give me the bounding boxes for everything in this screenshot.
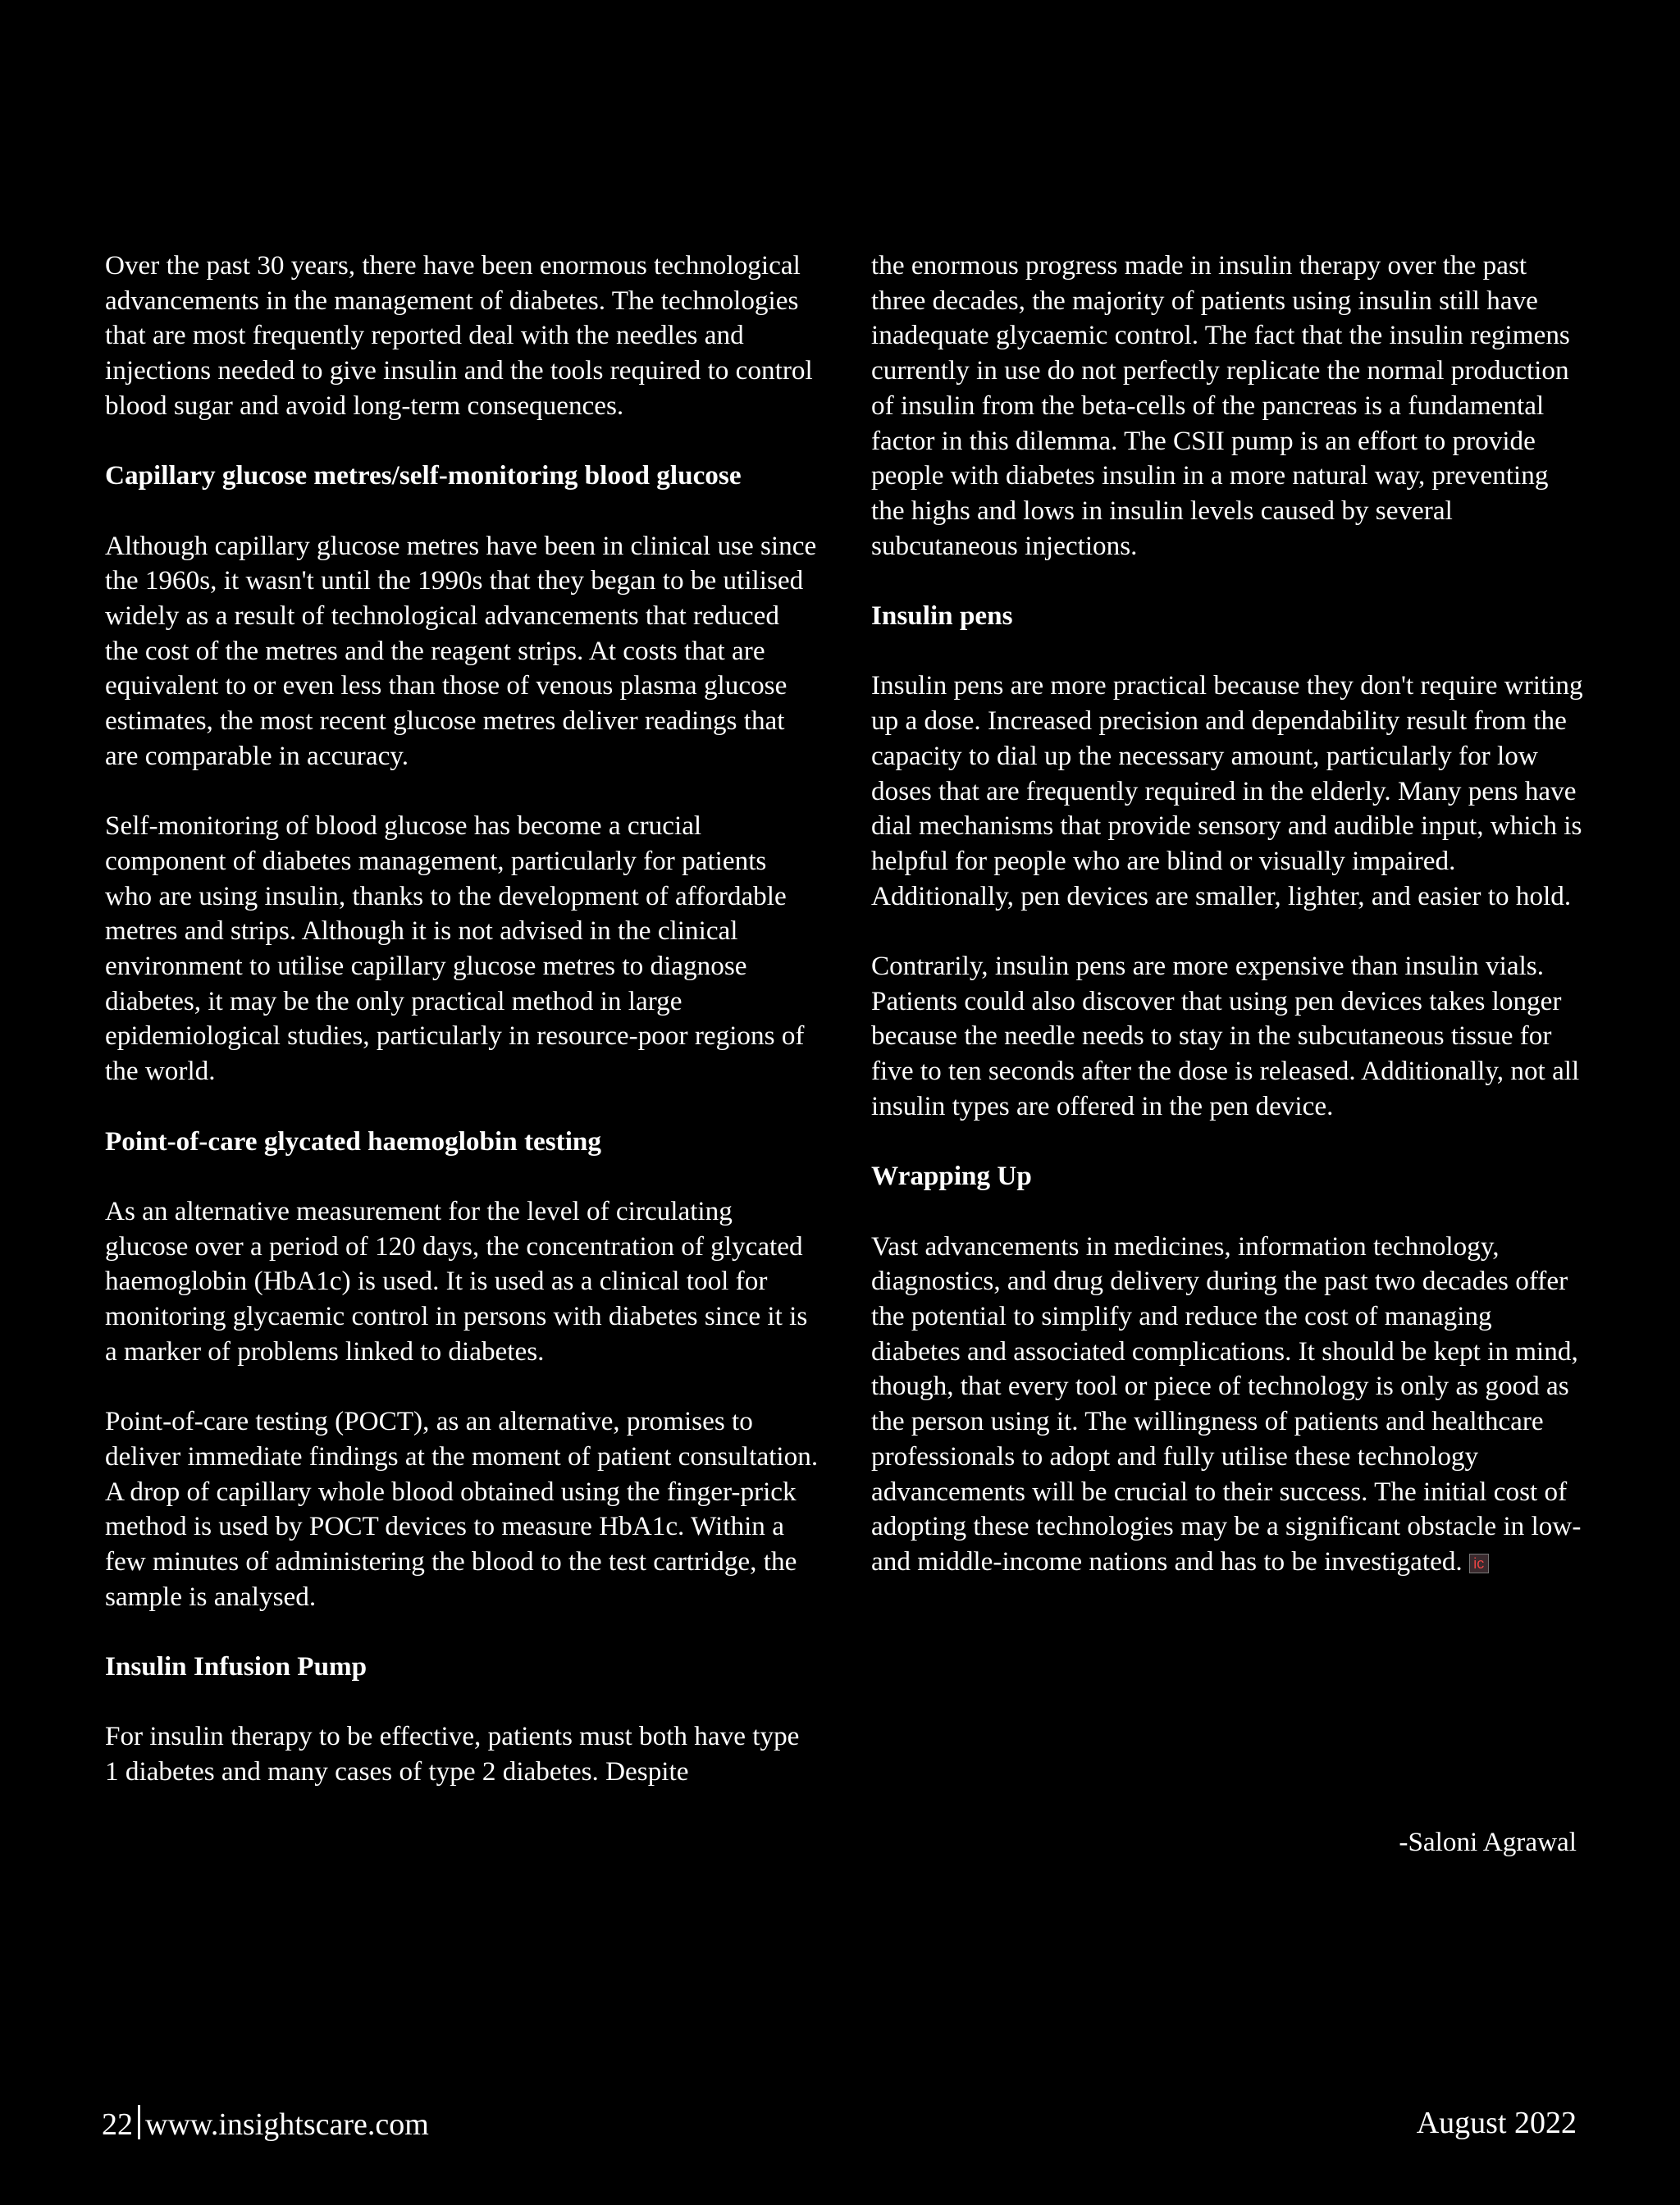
- left-column: [105, 249, 819, 1790]
- author-signature: -Saloni Agrawal: [1399, 1827, 1577, 1857]
- wrapping-up-text: Vast advancements in medicines, information technology, diagnostics, and drug delivery during the past two decades offer the potential to simplify and reduce the cost of managing diabetes and associated complications. It should be kept in mind, though, that every tool or piece of technology is only as good as the person using it. The willingness of patients and healthcare professionals to adopt and fully utilise these technology advancements will be crucial to their success. The initial cost of adopting these technologies may be a significant obstacle in low- and middle-income nations and has to be investigated.: [871, 1230, 1582, 1577]
- heading-capillary-glucose: Capillary glucose metres/self-monitoring blood glucose: [105, 460, 742, 491]
- paragraph-capillary-2: Self-monitoring of blood glucose has become a crucial component of diabetes management, particularly for patients who are using insulin, thanks to the development of affordable metres and strips. Although it is not advised in the clinical environment to utilise capillary glucose metres to diagnose diabetes, it may be the only practical method in large epidemiological studies, particularly in resource-poor regions of the world.: [105, 810, 805, 1087]
- intro-paragraph: Over the past 30 years, there have been enormous technological advancements in the management of diabetes. The technologies that are most frequently reported deal with the needles and injections needed to give insulin and the tools required to control blood sugar and avoid long-term consequences.: [105, 250, 813, 421]
- heading-wrapping-up: Wrapping Up: [871, 1161, 1032, 1192]
- paragraph-insulin-pens-1: Insulin pens are more practical because they don't require writing up a dose. Increased precision and dependability result from the capacity to dial up the necessary amount, particularly for low doses that are frequently required in the elderly. Many pens have dial mechanisms that provide sensory and audible input, which is helpful for people who are blind or visually impaired. Additionally, pen devices are smaller, lighter, and easier to hold.: [871, 670, 1583, 911]
- website-link[interactable]: www.insightscare.com: [145, 2107, 429, 2142]
- heading-insulin-pump: Insulin Infusion Pump: [105, 1651, 368, 1682]
- paragraph-insulin-pump-start: For insulin therapy to be effective, patients must both have type 1 diabetes and many cases of type 2 diabetes. Despite: [105, 1721, 800, 1787]
- paragraph-poct: Point-of-care testing (POCT), as an alternative, promises to deliver immediate findings at the moment of patient consultation. A drop of capillary whole blood obtained using the finger-prick method is used by POCT devices to measure HbA1c. Within a few minutes of administering the blood to the test cartridge, the sample is analysed.: [105, 1406, 819, 1612]
- footer-left: [102, 2105, 429, 2143]
- page-number: 22: [102, 2107, 133, 2142]
- paragraph-capillary-1: Although capillary glucose metres have been in clinical use since the 1960s, it wasn't until the 1990s that they began to be utilised widely as a result of technological advancements that reduced the cost of the metres and the reagent strips. At costs that are equivalent to or even less than those of venous plasma glucose estimates, the most recent glucose metres deliver readings that are comparable in accuracy.: [105, 530, 817, 771]
- paragraph-insulin-pens-2: Contrarily, insulin pens are more expensive than insulin vials. Patients could also discover that using pen devices takes longer because the needle needs to stay in the subcutaneous tissue for five to ten seconds after the dose is released. Additionally, not all insulin types are offered in the pen device.: [871, 951, 1580, 1121]
- heading-insulin-pens: Insulin pens: [871, 600, 1013, 632]
- paragraph-hba1c: As an alternative measurement for the level of circulating glucose over a period of 120 days, the concentration of glycated haemoglobin (HbA1c) is used. It is used as a clinical tool for monitoring glycaemic control in persons with diabetes since it is a marker of problems linked to diabetes.: [105, 1195, 808, 1367]
- paragraph-wrapping-up: [871, 1230, 1585, 1580]
- heading-point-of-care: Point-of-care glycated haemoglobin testing: [105, 1125, 601, 1157]
- right-column: [871, 249, 1585, 1580]
- footer-divider: [138, 2105, 140, 2139]
- end-of-article-icon: ic: [1469, 1554, 1489, 1573]
- issue-date: August 2022: [1416, 2106, 1577, 2140]
- page-footer: [102, 2105, 1578, 2144]
- paragraph-insulin-pump-cont: the enormous progress made in insulin therapy over the past three decades, the majority of patients using insulin still have inadequate glycaemic control. The fact that the insulin regimens currently in use do not perfectly replicate the normal production of insulin from the beta-cells of the pancreas is a fundamental factor in this dilemma. The CSII pump is an effort to provide people with diabetes insulin in a more natural way, preventing the highs and lows in insulin levels caused by several subcutaneous injections.: [871, 250, 1570, 561]
